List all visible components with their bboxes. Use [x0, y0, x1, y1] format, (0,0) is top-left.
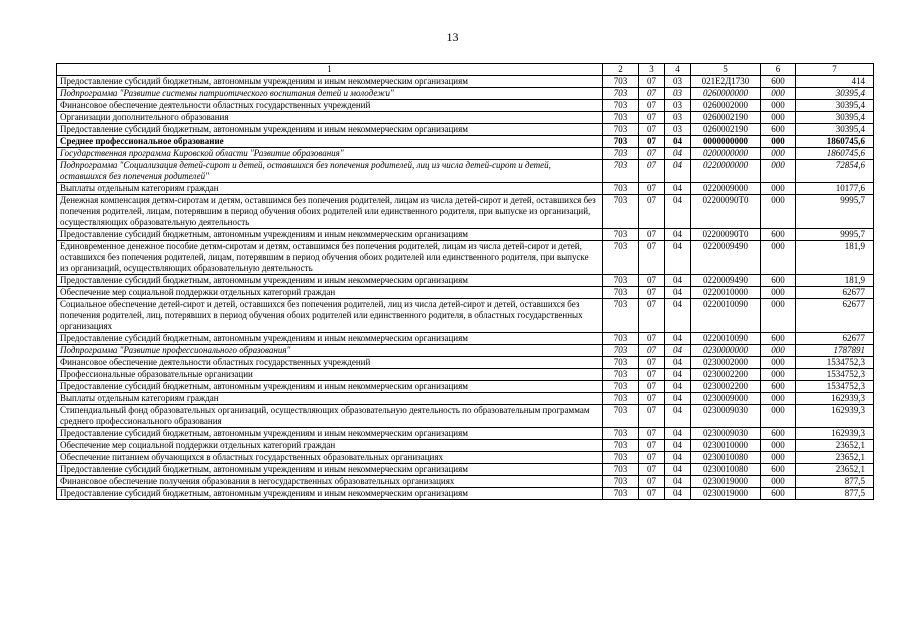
row-expense-type: 000: [761, 393, 796, 405]
row-expense-type: 000: [761, 440, 796, 452]
row-section-code: 07: [639, 100, 665, 112]
row-ministry-code: 703: [603, 88, 639, 100]
row-section-code: 07: [639, 229, 665, 241]
table-row: [57, 440, 874, 452]
row-ministry-code: 703: [603, 357, 639, 369]
row-name: Финансовое обеспечение получения образования в негосударственных образовательных организациях: [57, 476, 603, 488]
row-target-code: 021Е2Д1730: [691, 76, 761, 88]
header-col-7: 7: [796, 64, 874, 76]
row-name: Предоставление субсидий бюджетным, автономным учреждениям и иным некоммерческим организациям: [57, 229, 603, 241]
row-amount: 877,5: [796, 488, 874, 500]
row-name: Выплаты отдельным категориям граждан: [57, 393, 603, 405]
row-target-code: 0260002190: [691, 124, 761, 136]
row-subsection-code: 04: [665, 299, 691, 333]
table-row: [57, 195, 874, 229]
table-row: [57, 148, 874, 160]
table-row: [57, 241, 874, 275]
row-name: Подпрограмма "Развитие системы патриотического воспитания детей и молодежи": [57, 88, 603, 100]
row-section-code: 07: [639, 440, 665, 452]
row-subsection-code: 04: [665, 476, 691, 488]
row-section-code: 07: [639, 476, 665, 488]
row-target-code: 0230002000: [691, 357, 761, 369]
row-name: Финансовое обеспечение деятельности областных государственных учреждений: [57, 100, 603, 112]
row-target-code: 0230019000: [691, 476, 761, 488]
row-section-code: 07: [639, 195, 665, 229]
row-amount: 162939,3: [796, 393, 874, 405]
row-expense-type: 600: [761, 333, 796, 345]
row-subsection-code: 04: [665, 381, 691, 393]
row-amount: 30395,4: [796, 124, 874, 136]
row-ministry-code: 703: [603, 136, 639, 148]
row-target-code: 0260002000: [691, 100, 761, 112]
table-row: [57, 183, 874, 195]
row-expense-type: 000: [761, 183, 796, 195]
row-name: Подпрограмма "Развитие профессионального образования": [57, 345, 603, 357]
row-expense-type: 000: [761, 476, 796, 488]
row-name: Единовременное денежное пособие детям-сиротам и детям, оставшимся без попечения родителей, лицам из числа детей-сирот и детей, оставшихся без попечения родителей, лицам, потерявшим в период обучения обоих родителей или единственного родителя, при выпуске из организаций, осуществляющих образовательную деятельность: [57, 241, 603, 275]
row-ministry-code: 703: [603, 405, 639, 428]
row-target-code: 02300090З0: [691, 405, 761, 428]
row-target-code: 0230010080: [691, 452, 761, 464]
row-amount: 414: [796, 76, 874, 88]
row-ministry-code: 703: [603, 452, 639, 464]
row-target-code: 0220009490: [691, 241, 761, 275]
row-amount: 62677: [796, 287, 874, 299]
budget-table: [56, 63, 874, 500]
row-ministry-code: 703: [603, 124, 639, 136]
row-expense-type: 000: [761, 287, 796, 299]
table-row: [57, 428, 874, 440]
row-name: Организации дополнительного образования: [57, 112, 603, 124]
row-name: Среднее профессиональное образование: [57, 136, 603, 148]
row-target-code: 0200000000: [691, 148, 761, 160]
row-amount: 1787891: [796, 345, 874, 357]
row-name: Денежная компенсация детям-сиротам и детям, оставшимся без попечения родителей, лицам из числа детей-сирот и детей, оставшихся без попечения родителей, лицам, потерявшим в период обучения обоих родителей или единственного родителя, при выпуске из организаций, осуществляющих образовательную деятельность: [57, 195, 603, 229]
row-name: Финансовое обеспечение деятельности областных государственных учреждений: [57, 357, 603, 369]
table-row: [57, 333, 874, 345]
row-name: Профессиональные образовательные организации: [57, 369, 603, 381]
row-ministry-code: 703: [603, 345, 639, 357]
row-target-code: 0230000000: [691, 345, 761, 357]
row-section-code: 07: [639, 357, 665, 369]
header-col-3: 3: [639, 64, 665, 76]
row-expense-type: 000: [761, 241, 796, 275]
row-section-code: 07: [639, 148, 665, 160]
row-ministry-code: 703: [603, 393, 639, 405]
row-amount: 23652,1: [796, 464, 874, 476]
row-section-code: 07: [639, 369, 665, 381]
row-subsection-code: 04: [665, 357, 691, 369]
row-subsection-code: 04: [665, 428, 691, 440]
row-section-code: 07: [639, 405, 665, 428]
row-amount: 1534752,3: [796, 381, 874, 393]
table-row: [57, 393, 874, 405]
row-section-code: 07: [639, 76, 665, 88]
row-expense-type: 600: [761, 381, 796, 393]
row-subsection-code: 03: [665, 100, 691, 112]
row-ministry-code: 703: [603, 100, 639, 112]
row-subsection-code: 04: [665, 195, 691, 229]
table-row: [57, 476, 874, 488]
row-target-code: 0230019000: [691, 488, 761, 500]
row-amount: 62677: [796, 299, 874, 333]
row-expense-type: 000: [761, 299, 796, 333]
table-body: [57, 76, 874, 500]
row-name: Государственная программа Кировской области "Развитие образования": [57, 148, 603, 160]
row-section-code: 07: [639, 381, 665, 393]
row-amount: 72854,6: [796, 160, 874, 183]
row-target-code: 0230002200: [691, 381, 761, 393]
row-target-code: 0260002190: [691, 112, 761, 124]
row-expense-type: 000: [761, 160, 796, 183]
row-amount: 181,9: [796, 275, 874, 287]
header-col-5: 5: [691, 64, 761, 76]
row-expense-type: 000: [761, 88, 796, 100]
row-amount: 30395,4: [796, 100, 874, 112]
row-section-code: 07: [639, 287, 665, 299]
table-row: [57, 100, 874, 112]
page-number: 13: [446, 30, 459, 44]
row-ministry-code: 703: [603, 160, 639, 183]
row-expense-type: 600: [761, 464, 796, 476]
row-target-code: 0220010090: [691, 333, 761, 345]
row-name: Предоставление субсидий бюджетным, автономным учреждениям и иным некоммерческим организациям: [57, 333, 603, 345]
row-name: Подпрограмма "Социализация детей-сирот и детей, оставшихся без попечения родителей, лиц из числа детей-сирот и детей, оставшихся без попечения родителей": [57, 160, 603, 183]
row-section-code: 07: [639, 452, 665, 464]
table-row: [57, 464, 874, 476]
header-row: [57, 64, 874, 76]
row-amount: 9995,7: [796, 229, 874, 241]
row-expense-type: 000: [761, 148, 796, 160]
row-subsection-code: 04: [665, 333, 691, 345]
row-target-code: 0260000000: [691, 88, 761, 100]
row-amount: 9995,7: [796, 195, 874, 229]
row-name: Социальное обеспечение детей-сирот и детей, оставшихся без попечения родителей, лиц из числа детей-сирот и детей, оставшихся без попечения родителей, лиц, потерявших в период обучения обоих родителей или единственного родителя, в областных государственных организациях: [57, 299, 603, 333]
row-ministry-code: 703: [603, 76, 639, 88]
table-row: [57, 76, 874, 88]
row-expense-type: 000: [761, 112, 796, 124]
row-target-code: 02200090Т0: [691, 195, 761, 229]
row-ministry-code: 703: [603, 464, 639, 476]
row-section-code: 07: [639, 345, 665, 357]
row-amount: 877,5: [796, 476, 874, 488]
row-amount: 162939,3: [796, 405, 874, 428]
row-name: Предоставление субсидий бюджетным, автономным учреждениям и иным некоммерческим организациям: [57, 76, 603, 88]
row-subsection-code: 04: [665, 488, 691, 500]
row-section-code: 07: [639, 124, 665, 136]
row-subsection-code: 04: [665, 440, 691, 452]
header-col-6: 6: [761, 64, 796, 76]
row-section-code: 07: [639, 333, 665, 345]
row-amount: 1860745,6: [796, 136, 874, 148]
row-ministry-code: 703: [603, 183, 639, 195]
row-ministry-code: 703: [603, 299, 639, 333]
row-subsection-code: 04: [665, 393, 691, 405]
row-target-code: 0230010080: [691, 464, 761, 476]
row-amount: 1534752,3: [796, 369, 874, 381]
row-amount: 1860745,6: [796, 148, 874, 160]
table-row: [57, 299, 874, 333]
table-row: [57, 345, 874, 357]
row-amount: 162939,3: [796, 428, 874, 440]
row-expense-type: 000: [761, 357, 796, 369]
row-expense-type: 600: [761, 488, 796, 500]
row-section-code: 07: [639, 464, 665, 476]
row-name: Выплаты отдельным категориям граждан: [57, 183, 603, 195]
row-subsection-code: 04: [665, 287, 691, 299]
row-target-code: 0230010000: [691, 440, 761, 452]
table-row: [57, 275, 874, 287]
table-row: [57, 369, 874, 381]
row-ministry-code: 703: [603, 381, 639, 393]
row-subsection-code: 04: [665, 345, 691, 357]
table-row: [57, 160, 874, 183]
row-name: Обеспечение мер социальной поддержки отдельных категорий граждан: [57, 440, 603, 452]
row-amount: 30395,4: [796, 88, 874, 100]
table-row: [57, 112, 874, 124]
row-section-code: 07: [639, 160, 665, 183]
row-ministry-code: 703: [603, 275, 639, 287]
row-subsection-code: 04: [665, 136, 691, 148]
table-row: [57, 287, 874, 299]
row-ministry-code: 703: [603, 488, 639, 500]
row-subsection-code: 04: [665, 405, 691, 428]
row-section-code: 07: [639, 241, 665, 275]
row-subsection-code: 04: [665, 369, 691, 381]
row-name: Обеспечение питанием обучающихся в областных государственных образовательных организациях: [57, 452, 603, 464]
row-target-code: 0230002200: [691, 369, 761, 381]
row-ministry-code: 703: [603, 476, 639, 488]
row-target-code: 02300090З0: [691, 428, 761, 440]
row-subsection-code: 04: [665, 241, 691, 275]
row-target-code: 0220009000: [691, 183, 761, 195]
row-section-code: 07: [639, 428, 665, 440]
row-expense-type: 000: [761, 452, 796, 464]
row-subsection-code: 03: [665, 112, 691, 124]
table-row: [57, 136, 874, 148]
row-expense-type: 000: [761, 405, 796, 428]
row-ministry-code: 703: [603, 229, 639, 241]
row-amount: 181,9: [796, 241, 874, 275]
row-name: Стипендиальный фонд образовательных организаций, осуществляющих образовательную деятельность по образовательным программам среднего профессионального образования: [57, 405, 603, 428]
row-target-code: 0230009000: [691, 393, 761, 405]
row-name: Предоставление субсидий бюджетным, автономным учреждениям и иным некоммерческим организациям: [57, 488, 603, 500]
row-expense-type: 000: [761, 195, 796, 229]
row-subsection-code: 04: [665, 183, 691, 195]
row-expense-type: 000: [761, 136, 796, 148]
row-section-code: 07: [639, 136, 665, 148]
table-row: [57, 229, 874, 241]
row-expense-type: 600: [761, 76, 796, 88]
row-expense-type: 000: [761, 100, 796, 112]
row-section-code: 07: [639, 88, 665, 100]
table-row: [57, 452, 874, 464]
row-expense-type: 000: [761, 369, 796, 381]
row-target-code: 02200090Т0: [691, 229, 761, 241]
row-ministry-code: 703: [603, 369, 639, 381]
row-amount: 1534752,3: [796, 357, 874, 369]
table-row: [57, 488, 874, 500]
row-target-code: 0000000000: [691, 136, 761, 148]
row-section-code: 07: [639, 112, 665, 124]
row-subsection-code: 04: [665, 229, 691, 241]
table-row: [57, 124, 874, 136]
row-name: Предоставление субсидий бюджетным, автономным учреждениям и иным некоммерческим организациям: [57, 381, 603, 393]
table-row: [57, 357, 874, 369]
row-section-code: 07: [639, 183, 665, 195]
table-row: [57, 405, 874, 428]
row-ministry-code: 703: [603, 148, 639, 160]
row-name: Предоставление субсидий бюджетным, автономным учреждениям и иным некоммерческим организациям: [57, 464, 603, 476]
row-subsection-code: 04: [665, 148, 691, 160]
row-target-code: 0220010090: [691, 299, 761, 333]
row-subsection-code: 03: [665, 88, 691, 100]
row-section-code: 07: [639, 275, 665, 287]
row-subsection-code: 04: [665, 275, 691, 287]
row-section-code: 07: [639, 393, 665, 405]
row-ministry-code: 703: [603, 333, 639, 345]
row-target-code: 0220010000: [691, 287, 761, 299]
row-ministry-code: 703: [603, 112, 639, 124]
header-col-4: 4: [665, 64, 691, 76]
row-target-code: 0220000000: [691, 160, 761, 183]
row-expense-type: 000: [761, 345, 796, 357]
row-amount: 23652,1: [796, 440, 874, 452]
row-ministry-code: 703: [603, 287, 639, 299]
row-amount: 23652,1: [796, 452, 874, 464]
row-name: Предоставление субсидий бюджетным, автономным учреждениям и иным некоммерческим организациям: [57, 275, 603, 287]
row-expense-type: 600: [761, 428, 796, 440]
row-amount: 62677: [796, 333, 874, 345]
row-ministry-code: 703: [603, 241, 639, 275]
row-ministry-code: 703: [603, 428, 639, 440]
row-ministry-code: 703: [603, 195, 639, 229]
header-col-1: 1: [57, 64, 603, 76]
row-name: Обеспечение мер социальной поддержки отдельных категорий граждан: [57, 287, 603, 299]
row-expense-type: 600: [761, 275, 796, 287]
row-amount: 10177,6: [796, 183, 874, 195]
row-subsection-code: 04: [665, 464, 691, 476]
row-subsection-code: 03: [665, 76, 691, 88]
row-subsection-code: 04: [665, 452, 691, 464]
row-ministry-code: 703: [603, 440, 639, 452]
row-name: Предоставление субсидий бюджетным, автономным учреждениям и иным некоммерческим организациям: [57, 428, 603, 440]
row-expense-type: 600: [761, 229, 796, 241]
row-subsection-code: 03: [665, 124, 691, 136]
row-subsection-code: 04: [665, 160, 691, 183]
table-row: [57, 381, 874, 393]
row-amount: 30395,4: [796, 112, 874, 124]
header-col-2: 2: [603, 64, 639, 76]
table-row: [57, 88, 874, 100]
row-target-code: 0220009490: [691, 275, 761, 287]
row-expense-type: 600: [761, 124, 796, 136]
row-name: Предоставление субсидий бюджетным, автономным учреждениям и иным некоммерческим организациям: [57, 124, 603, 136]
row-section-code: 07: [639, 488, 665, 500]
row-section-code: 07: [639, 299, 665, 333]
